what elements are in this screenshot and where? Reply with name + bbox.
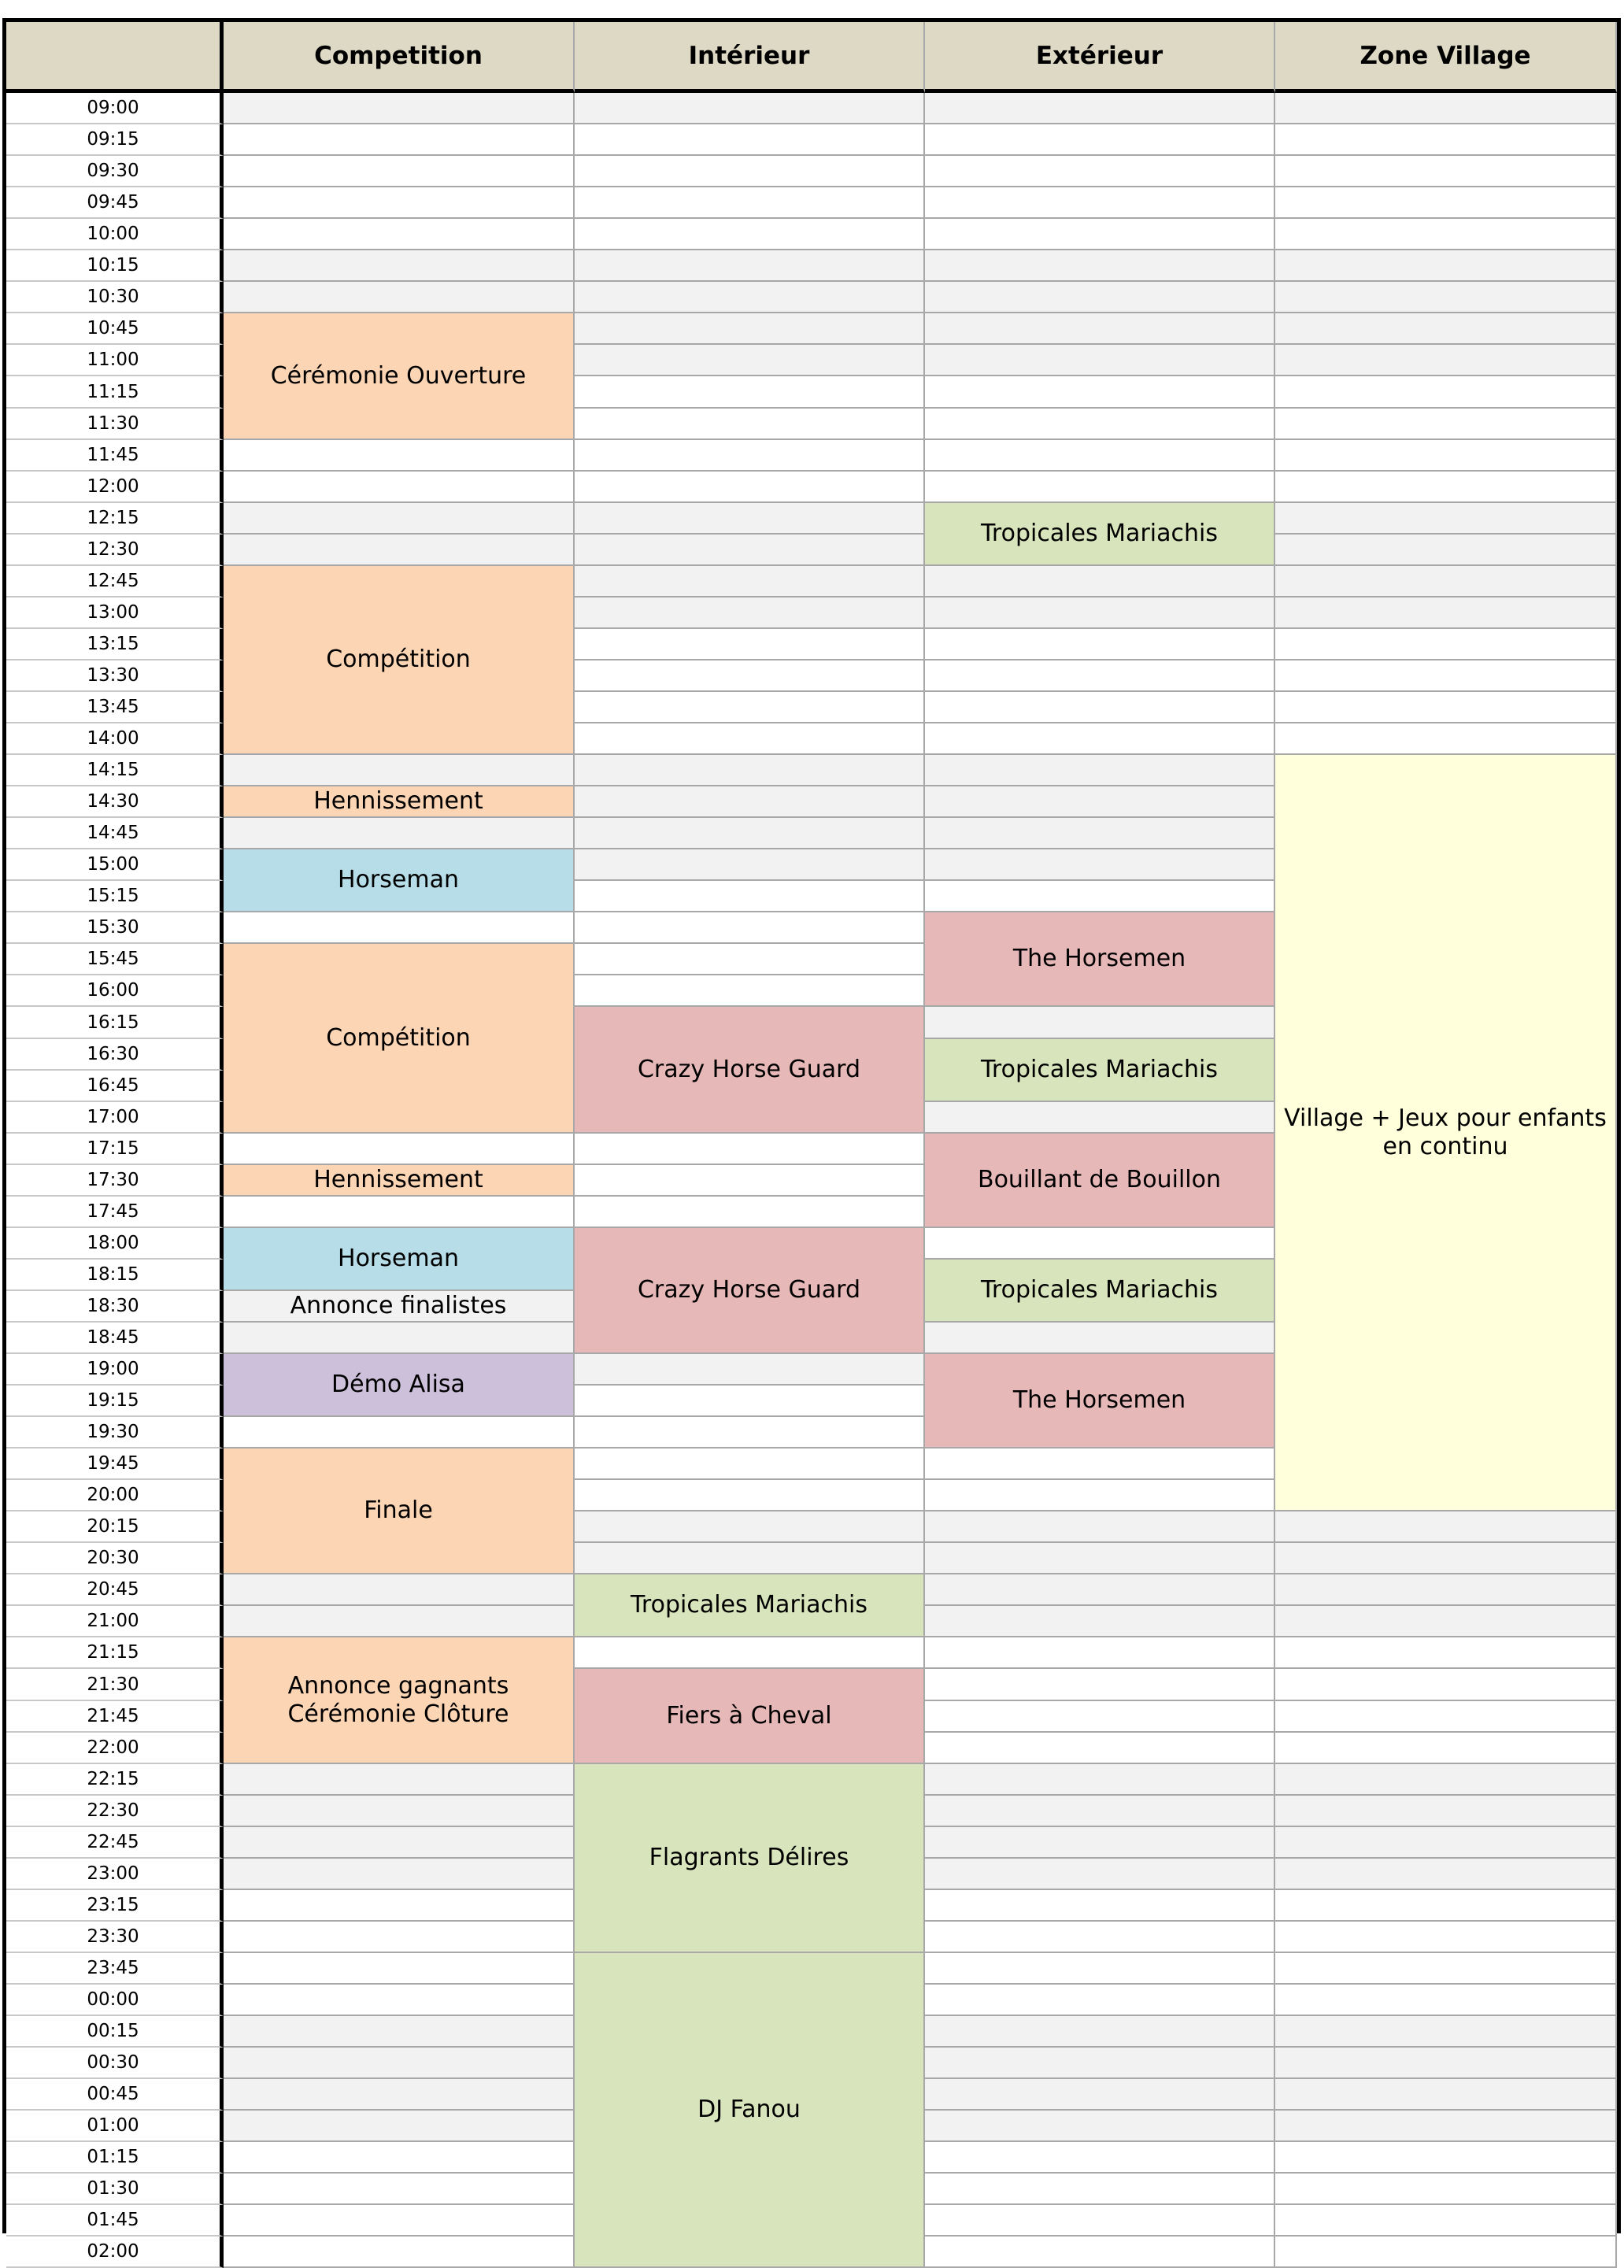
empty-slot (224, 818, 575, 849)
event-block: Crazy Horse Guard (575, 1228, 925, 1354)
empty-slot (1275, 1511, 1617, 1543)
empty-slot (224, 1417, 575, 1448)
empty-slot (1275, 1669, 1617, 1701)
event-block: Horseman (224, 1228, 575, 1291)
event-block: The Horsemen (925, 1354, 1275, 1448)
empty-slot (224, 2048, 575, 2079)
empty-slot (224, 472, 575, 503)
empty-slot (925, 282, 1275, 313)
empty-slot (575, 818, 925, 849)
time-label: 16:00 (6, 975, 224, 1007)
empty-slot (925, 1511, 1275, 1543)
empty-slot (1275, 566, 1617, 598)
time-label: 14:45 (6, 818, 224, 849)
time-label: 10:00 (6, 219, 224, 250)
empty-slot (925, 818, 1275, 849)
empty-slot (925, 2142, 1275, 2174)
empty-slot (224, 250, 575, 282)
time-label: 09:15 (6, 124, 224, 156)
empty-slot (925, 786, 1275, 818)
empty-slot (575, 881, 925, 912)
time-label: 17:15 (6, 1134, 224, 1165)
event-block: Annonce gagnants Cérémonie Clôture (224, 1637, 575, 1764)
empty-slot (1275, 723, 1617, 755)
empty-slot (224, 1323, 575, 1354)
time-label: 00:15 (6, 2016, 224, 2048)
time-label: 22:15 (6, 1764, 224, 1796)
time-label: 09:30 (6, 156, 224, 187)
empty-slot (1275, 376, 1617, 409)
empty-slot (925, 250, 1275, 282)
empty-slot (224, 2174, 575, 2205)
empty-slot (925, 1637, 1275, 1669)
time-label: 18:00 (6, 1228, 224, 1260)
empty-slot (1275, 2174, 1617, 2205)
empty-slot (925, 2016, 1275, 2048)
empty-slot (925, 1102, 1275, 1134)
empty-slot (1275, 1543, 1617, 1574)
event-block: Cérémonie Ouverture (224, 313, 575, 440)
event-block: Annonce finalistes (224, 1291, 575, 1323)
empty-slot (925, 1448, 1275, 1480)
empty-slot (1275, 282, 1617, 313)
time-label: 22:30 (6, 1796, 224, 1827)
time-label: 16:30 (6, 1039, 224, 1071)
empty-slot (925, 1007, 1275, 1039)
empty-slot (575, 156, 925, 187)
event-block: The Horsemen (925, 912, 1275, 1007)
time-label: 22:45 (6, 1827, 224, 1859)
empty-slot (1275, 2048, 1617, 2079)
empty-slot (1275, 1922, 1617, 1953)
empty-slot (925, 1606, 1275, 1637)
column-header-4: Zone Village (1275, 22, 1617, 93)
empty-slot (575, 313, 925, 345)
event-block: Village + Jeux pour enfants en continu (1275, 755, 1617, 1511)
empty-slot (1275, 345, 1617, 376)
empty-slot (925, 1953, 1275, 1985)
empty-slot (575, 629, 925, 660)
schedule-grid (6, 22, 1617, 2262)
empty-slot (1275, 2079, 1617, 2111)
empty-slot (1275, 1859, 1617, 1890)
event-block: Bouillant de Bouillon (925, 1134, 1275, 1228)
empty-slot (575, 598, 925, 629)
time-label: 01:15 (6, 2142, 224, 2174)
empty-slot (925, 1764, 1275, 1796)
event-block: Démo Alisa (224, 1354, 575, 1417)
time-label: 21:15 (6, 1637, 224, 1669)
event-block: Horseman (224, 849, 575, 912)
empty-slot (925, 660, 1275, 692)
empty-slot (224, 1796, 575, 1827)
empty-slot (925, 1701, 1275, 1733)
time-label: 23:45 (6, 1953, 224, 1985)
empty-slot (224, 1134, 575, 1165)
time-label: 12:00 (6, 472, 224, 503)
empty-slot (1275, 1574, 1617, 1606)
time-label: 23:30 (6, 1922, 224, 1953)
empty-slot (224, 1827, 575, 1859)
empty-slot (224, 2142, 575, 2174)
empty-slot (1275, 1606, 1617, 1637)
empty-slot (575, 1386, 925, 1417)
empty-slot (1275, 692, 1617, 723)
empty-slot (925, 219, 1275, 250)
time-label: 12:15 (6, 503, 224, 535)
empty-slot (575, 124, 925, 156)
empty-slot (224, 535, 575, 566)
empty-slot (925, 1985, 1275, 2016)
empty-slot (224, 1574, 575, 1606)
empty-slot (925, 93, 1275, 124)
empty-slot (224, 755, 575, 786)
empty-slot (224, 2111, 575, 2142)
time-label: 20:45 (6, 1574, 224, 1606)
empty-slot (925, 409, 1275, 440)
empty-slot (925, 1543, 1275, 1574)
schedule-table (2, 18, 1621, 2262)
time-label: 13:00 (6, 598, 224, 629)
event-block: Hennissement (224, 786, 575, 818)
event-block: Crazy Horse Guard (575, 1007, 925, 1134)
empty-slot (1275, 124, 1617, 156)
empty-slot (575, 975, 925, 1007)
time-label: 17:45 (6, 1197, 224, 1228)
column-header-2: Intérieur (575, 22, 925, 93)
empty-slot (575, 1511, 925, 1543)
empty-slot (1275, 660, 1617, 692)
empty-slot (1275, 409, 1617, 440)
empty-slot (575, 849, 925, 881)
empty-slot (224, 1985, 575, 2016)
time-label: 11:00 (6, 345, 224, 376)
empty-slot (575, 1543, 925, 1574)
empty-slot (1275, 1764, 1617, 1796)
empty-slot (925, 2237, 1275, 2268)
empty-slot (224, 156, 575, 187)
empty-slot (575, 755, 925, 786)
empty-slot (1275, 1985, 1617, 2016)
empty-slot (575, 282, 925, 313)
empty-slot (224, 912, 575, 944)
empty-slot (1275, 440, 1617, 472)
empty-slot (575, 345, 925, 376)
empty-slot (925, 187, 1275, 219)
time-label: 09:00 (6, 93, 224, 124)
empty-slot (925, 376, 1275, 409)
empty-slot (925, 566, 1275, 598)
empty-slot (575, 660, 925, 692)
empty-slot (575, 93, 925, 124)
time-label: 14:00 (6, 723, 224, 755)
empty-slot (575, 912, 925, 944)
time-label: 21:00 (6, 1606, 224, 1637)
empty-slot (1275, 313, 1617, 345)
time-label: 15:30 (6, 912, 224, 944)
empty-slot (224, 1922, 575, 1953)
event-block: Fiers à Cheval (575, 1669, 925, 1764)
empty-slot (1275, 1796, 1617, 1827)
empty-slot (575, 786, 925, 818)
empty-slot (925, 124, 1275, 156)
event-block: Hennissement (224, 1165, 575, 1197)
empty-slot (925, 629, 1275, 660)
empty-slot (575, 1417, 925, 1448)
empty-slot (1275, 503, 1617, 535)
time-label: 23:15 (6, 1890, 224, 1922)
event-block: Tropicales Mariachis (575, 1574, 925, 1637)
time-label: 15:00 (6, 849, 224, 881)
empty-slot (925, 440, 1275, 472)
empty-slot (1275, 2205, 1617, 2237)
empty-slot (224, 1197, 575, 1228)
empty-slot (224, 124, 575, 156)
time-label: 10:15 (6, 250, 224, 282)
empty-slot (224, 93, 575, 124)
time-label: 16:15 (6, 1007, 224, 1039)
time-label: 10:30 (6, 282, 224, 313)
empty-slot (925, 2205, 1275, 2237)
empty-slot (925, 881, 1275, 912)
empty-slot (925, 1574, 1275, 1606)
empty-slot (1275, 1701, 1617, 1733)
empty-slot (925, 2174, 1275, 2205)
time-label: 19:00 (6, 1354, 224, 1386)
empty-slot (575, 535, 925, 566)
empty-slot (575, 219, 925, 250)
time-label: 16:45 (6, 1071, 224, 1102)
time-label: 14:30 (6, 786, 224, 818)
time-label: 17:00 (6, 1102, 224, 1134)
empty-slot (925, 2079, 1275, 2111)
empty-slot (575, 503, 925, 535)
time-label: 12:30 (6, 535, 224, 566)
time-label: 21:45 (6, 1701, 224, 1733)
empty-slot (925, 1480, 1275, 1511)
time-label: 11:30 (6, 409, 224, 440)
empty-slot (575, 1637, 925, 1669)
time-label: 01:45 (6, 2205, 224, 2237)
empty-slot (224, 187, 575, 219)
empty-slot (575, 1480, 925, 1511)
empty-slot (925, 692, 1275, 723)
event-block: Flagrants Délires (575, 1764, 925, 1953)
time-label: 14:15 (6, 755, 224, 786)
time-label: 02:00 (6, 2237, 224, 2268)
empty-slot (925, 1669, 1275, 1701)
time-label: 20:30 (6, 1543, 224, 1574)
event-block: DJ Fanou (575, 1953, 925, 2268)
empty-slot (224, 1890, 575, 1922)
empty-slot (1275, 1827, 1617, 1859)
time-label: 15:15 (6, 881, 224, 912)
event-block: Compétition (224, 944, 575, 1134)
empty-slot (575, 692, 925, 723)
empty-slot (925, 313, 1275, 345)
time-label: 13:45 (6, 692, 224, 723)
empty-slot (224, 219, 575, 250)
empty-slot (224, 1606, 575, 1637)
empty-slot (575, 1165, 925, 1197)
empty-slot (224, 1859, 575, 1890)
empty-slot (925, 1890, 1275, 1922)
empty-slot (1275, 250, 1617, 282)
time-label: 18:30 (6, 1291, 224, 1323)
time-label: 01:30 (6, 2174, 224, 2205)
empty-slot (1275, 2237, 1617, 2268)
event-block: Tropicales Mariachis (925, 1260, 1275, 1323)
empty-slot (925, 1922, 1275, 1953)
time-label: 17:30 (6, 1165, 224, 1197)
empty-slot (925, 849, 1275, 881)
time-label: 19:15 (6, 1386, 224, 1417)
empty-slot (224, 1953, 575, 1985)
empty-slot (575, 566, 925, 598)
header-corner (6, 22, 224, 93)
empty-slot (224, 440, 575, 472)
empty-slot (575, 409, 925, 440)
empty-slot (1275, 2111, 1617, 2142)
empty-slot (575, 187, 925, 219)
time-label: 20:00 (6, 1480, 224, 1511)
empty-slot (1275, 2016, 1617, 2048)
empty-slot (1275, 187, 1617, 219)
empty-slot (925, 1733, 1275, 1764)
empty-slot (1275, 93, 1617, 124)
empty-slot (575, 1354, 925, 1386)
empty-slot (925, 2111, 1275, 2142)
empty-slot (925, 472, 1275, 503)
empty-slot (1275, 1953, 1617, 1985)
time-label: 19:30 (6, 1417, 224, 1448)
empty-slot (575, 1134, 925, 1165)
empty-slot (925, 156, 1275, 187)
time-label: 00:45 (6, 2079, 224, 2111)
time-label: 18:15 (6, 1260, 224, 1291)
empty-slot (575, 376, 925, 409)
empty-slot (925, 1228, 1275, 1260)
empty-slot (925, 1859, 1275, 1890)
empty-slot (224, 2205, 575, 2237)
event-block: Finale (224, 1448, 575, 1574)
empty-slot (1275, 629, 1617, 660)
time-label: 00:30 (6, 2048, 224, 2079)
time-label: 20:15 (6, 1511, 224, 1543)
time-label: 13:30 (6, 660, 224, 692)
empty-slot (224, 503, 575, 535)
empty-slot (1275, 1890, 1617, 1922)
empty-slot (575, 723, 925, 755)
time-label: 22:00 (6, 1733, 224, 1764)
event-block: Tropicales Mariachis (925, 503, 1275, 566)
time-label: 12:45 (6, 566, 224, 598)
empty-slot (224, 282, 575, 313)
time-label: 11:45 (6, 440, 224, 472)
time-label: 10:45 (6, 313, 224, 345)
empty-slot (1275, 2142, 1617, 2174)
empty-slot (575, 250, 925, 282)
empty-slot (224, 2016, 575, 2048)
empty-slot (925, 755, 1275, 786)
column-header-1: Competition (224, 22, 575, 93)
empty-slot (575, 472, 925, 503)
time-label: 09:45 (6, 187, 224, 219)
empty-slot (224, 2079, 575, 2111)
time-label: 13:15 (6, 629, 224, 660)
empty-slot (925, 1796, 1275, 1827)
time-label: 19:45 (6, 1448, 224, 1480)
time-label: 15:45 (6, 944, 224, 975)
empty-slot (575, 944, 925, 975)
empty-slot (925, 345, 1275, 376)
empty-slot (925, 1323, 1275, 1354)
empty-slot (1275, 535, 1617, 566)
empty-slot (1275, 219, 1617, 250)
empty-slot (224, 1764, 575, 1796)
empty-slot (925, 2048, 1275, 2079)
event-block: Compétition (224, 566, 575, 755)
empty-slot (1275, 598, 1617, 629)
time-label: 01:00 (6, 2111, 224, 2142)
empty-slot (925, 1827, 1275, 1859)
time-label: 23:00 (6, 1859, 224, 1890)
empty-slot (575, 440, 925, 472)
empty-slot (575, 1448, 925, 1480)
column-header-3: Extérieur (925, 22, 1275, 93)
empty-slot (1275, 472, 1617, 503)
time-label: 11:15 (6, 376, 224, 409)
empty-slot (575, 1197, 925, 1228)
empty-slot (224, 2237, 575, 2268)
empty-slot (925, 598, 1275, 629)
empty-slot (1275, 1637, 1617, 1669)
empty-slot (925, 723, 1275, 755)
empty-slot (1275, 1733, 1617, 1764)
empty-slot (1275, 156, 1617, 187)
time-label: 00:00 (6, 1985, 224, 2016)
event-block: Tropicales Mariachis (925, 1039, 1275, 1102)
time-label: 21:30 (6, 1669, 224, 1701)
time-label: 18:45 (6, 1323, 224, 1354)
